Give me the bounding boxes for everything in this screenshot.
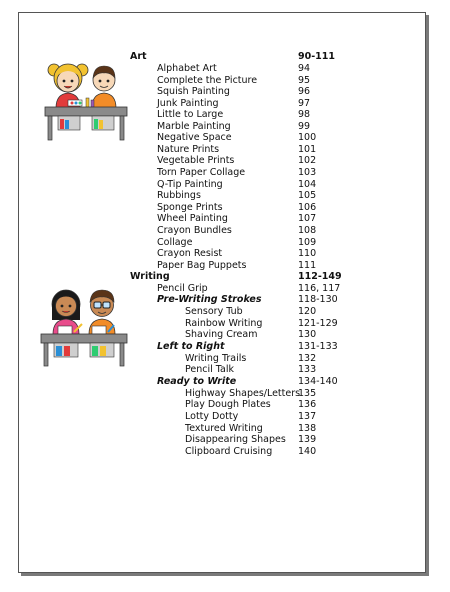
toc-entry: Disappearing Shapes 139 (185, 434, 317, 445)
toc-entry: Squish Painting 96 (157, 86, 311, 97)
toc-entry: Rainbow Writing 121-129 (185, 318, 338, 329)
subsection-heading-pre-writing: Pre-Writing Strokes 118-130 (157, 294, 338, 305)
toc-entry: Sponge Prints 106 (157, 202, 317, 213)
toc-entry: Q-Tip Painting 104 (157, 179, 317, 190)
toc-entry: Crayon Bundles 108 (157, 225, 317, 236)
toc-entry: Negative Space 100 (157, 132, 317, 143)
toc-entry: Lotty Dotty 137 (185, 411, 317, 422)
toc-entry: Clipboard Cruising 140 (185, 446, 317, 457)
toc-entry: Pencil Grip 116, 117 (157, 283, 341, 294)
children-painting-illustration (44, 58, 128, 142)
toc-entry: Nature Prints 101 (157, 144, 317, 155)
toc-entry: Alphabet Art 94 (157, 63, 311, 74)
toc-entry: Paper Bag Puppets 111 (157, 260, 317, 271)
toc-entry: Junk Painting 97 (157, 98, 311, 109)
toc-entry: Complete the Picture 95 (157, 75, 311, 86)
subsection-heading-left-to-right: Left to Right 131-133 (157, 341, 338, 352)
toc-entry: Little to Large 98 (157, 109, 311, 120)
toc-entry: Rubbings 105 (157, 190, 317, 201)
toc-entry: Textured Writing 138 (185, 423, 317, 434)
toc-entry: Highway Shapes/Letters 135 (185, 388, 317, 399)
toc-entry: Collage 109 (157, 237, 317, 248)
boy-figure (92, 66, 116, 108)
toc-entry: Vegetable Prints 102 (157, 155, 317, 166)
toc-entry: Torn Paper Collage 103 (157, 167, 317, 178)
toc-entry: Marble Painting 99 (157, 121, 311, 132)
toc-entry: Crayon Resist 110 (157, 248, 317, 259)
toc-entry: Shaving Cream 130 (185, 329, 317, 340)
subsection-heading-ready-to-write: Ready to Write 134-140 (157, 376, 338, 387)
toc-entry: Writing Trails 132 (185, 353, 317, 364)
children-writing-illustration (40, 284, 128, 368)
toc-entry: Pencil Talk 133 (185, 364, 317, 375)
toc-entry: Wheel Painting 107 (157, 213, 317, 224)
section-heading-writing: Writing 112-149 (130, 271, 342, 282)
section-heading-art: Art 90-111 (130, 51, 335, 62)
toc-entry: Sensory Tub 120 (185, 306, 317, 317)
toc-entry: Play Dough Plates 136 (185, 399, 317, 410)
